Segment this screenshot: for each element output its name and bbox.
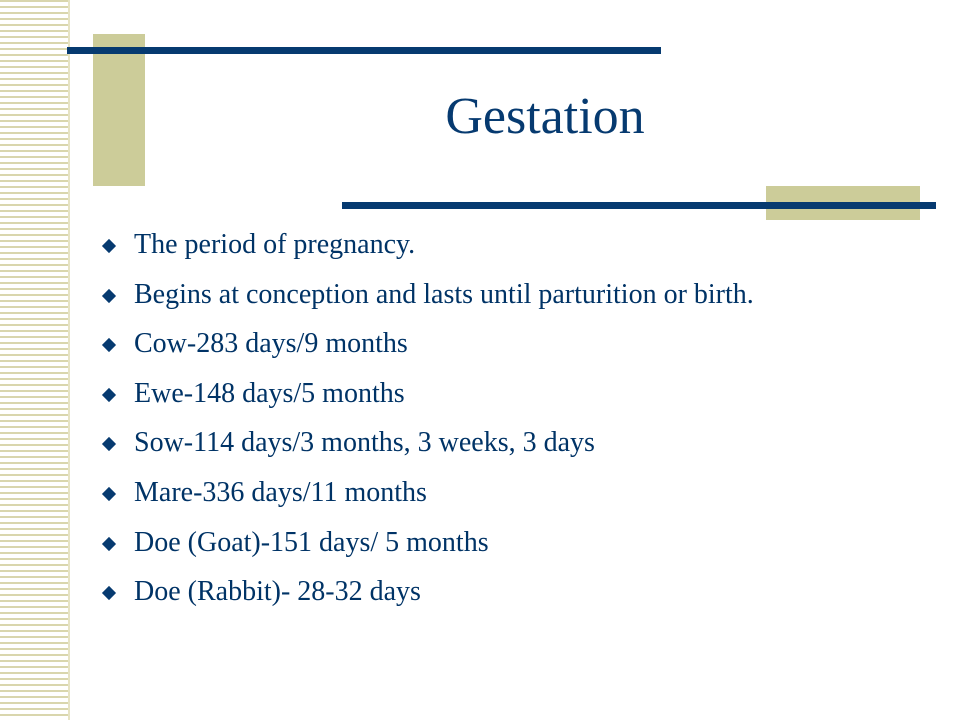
diamond-bullet-icon (102, 338, 116, 352)
bullet-list (102, 228, 862, 625)
bullet-item (102, 526, 862, 560)
stripe-band-edge (68, 0, 70, 720)
diamond-bullet-icon (102, 239, 116, 253)
diamond-bullet-icon (102, 536, 116, 550)
bullet-text: Sow-114 days/3 months, 3 weeks, 3 days (134, 427, 595, 459)
bullet-text: Begins at conception and lasts until parturition or birth. (134, 278, 754, 310)
bullet-text: Cow-283 days/9 months (134, 328, 408, 360)
bullet-text: Doe (Goat)-151 days/ 5 months (134, 526, 489, 558)
slide-title: Gestation (445, 88, 645, 145)
bullet-item (102, 426, 862, 460)
bullet-item (102, 278, 862, 312)
bullet-text: Mare-336 days/11 months (134, 476, 427, 508)
bullet-text: Ewe-148 days/5 months (134, 377, 405, 409)
accent-block-left (93, 34, 145, 186)
decorative-stripe-band (0, 0, 70, 720)
diamond-bullet-icon (102, 487, 116, 501)
diamond-bullet-icon (102, 388, 116, 402)
bullet-text: Doe (Rabbit)- 28-32 days (134, 576, 421, 608)
bullet-text: The period of pregnancy. (134, 229, 416, 260)
diamond-bullet-icon (102, 437, 116, 451)
title-rule-bottom (342, 202, 936, 209)
diamond-bullet-icon (102, 586, 116, 600)
bullet-item (102, 377, 862, 411)
bullet-item (102, 228, 862, 262)
bullet-item (102, 327, 862, 361)
bullet-item (102, 476, 862, 510)
title-rule-top (67, 47, 661, 54)
bullet-item (102, 575, 862, 609)
diamond-bullet-icon (102, 289, 116, 303)
